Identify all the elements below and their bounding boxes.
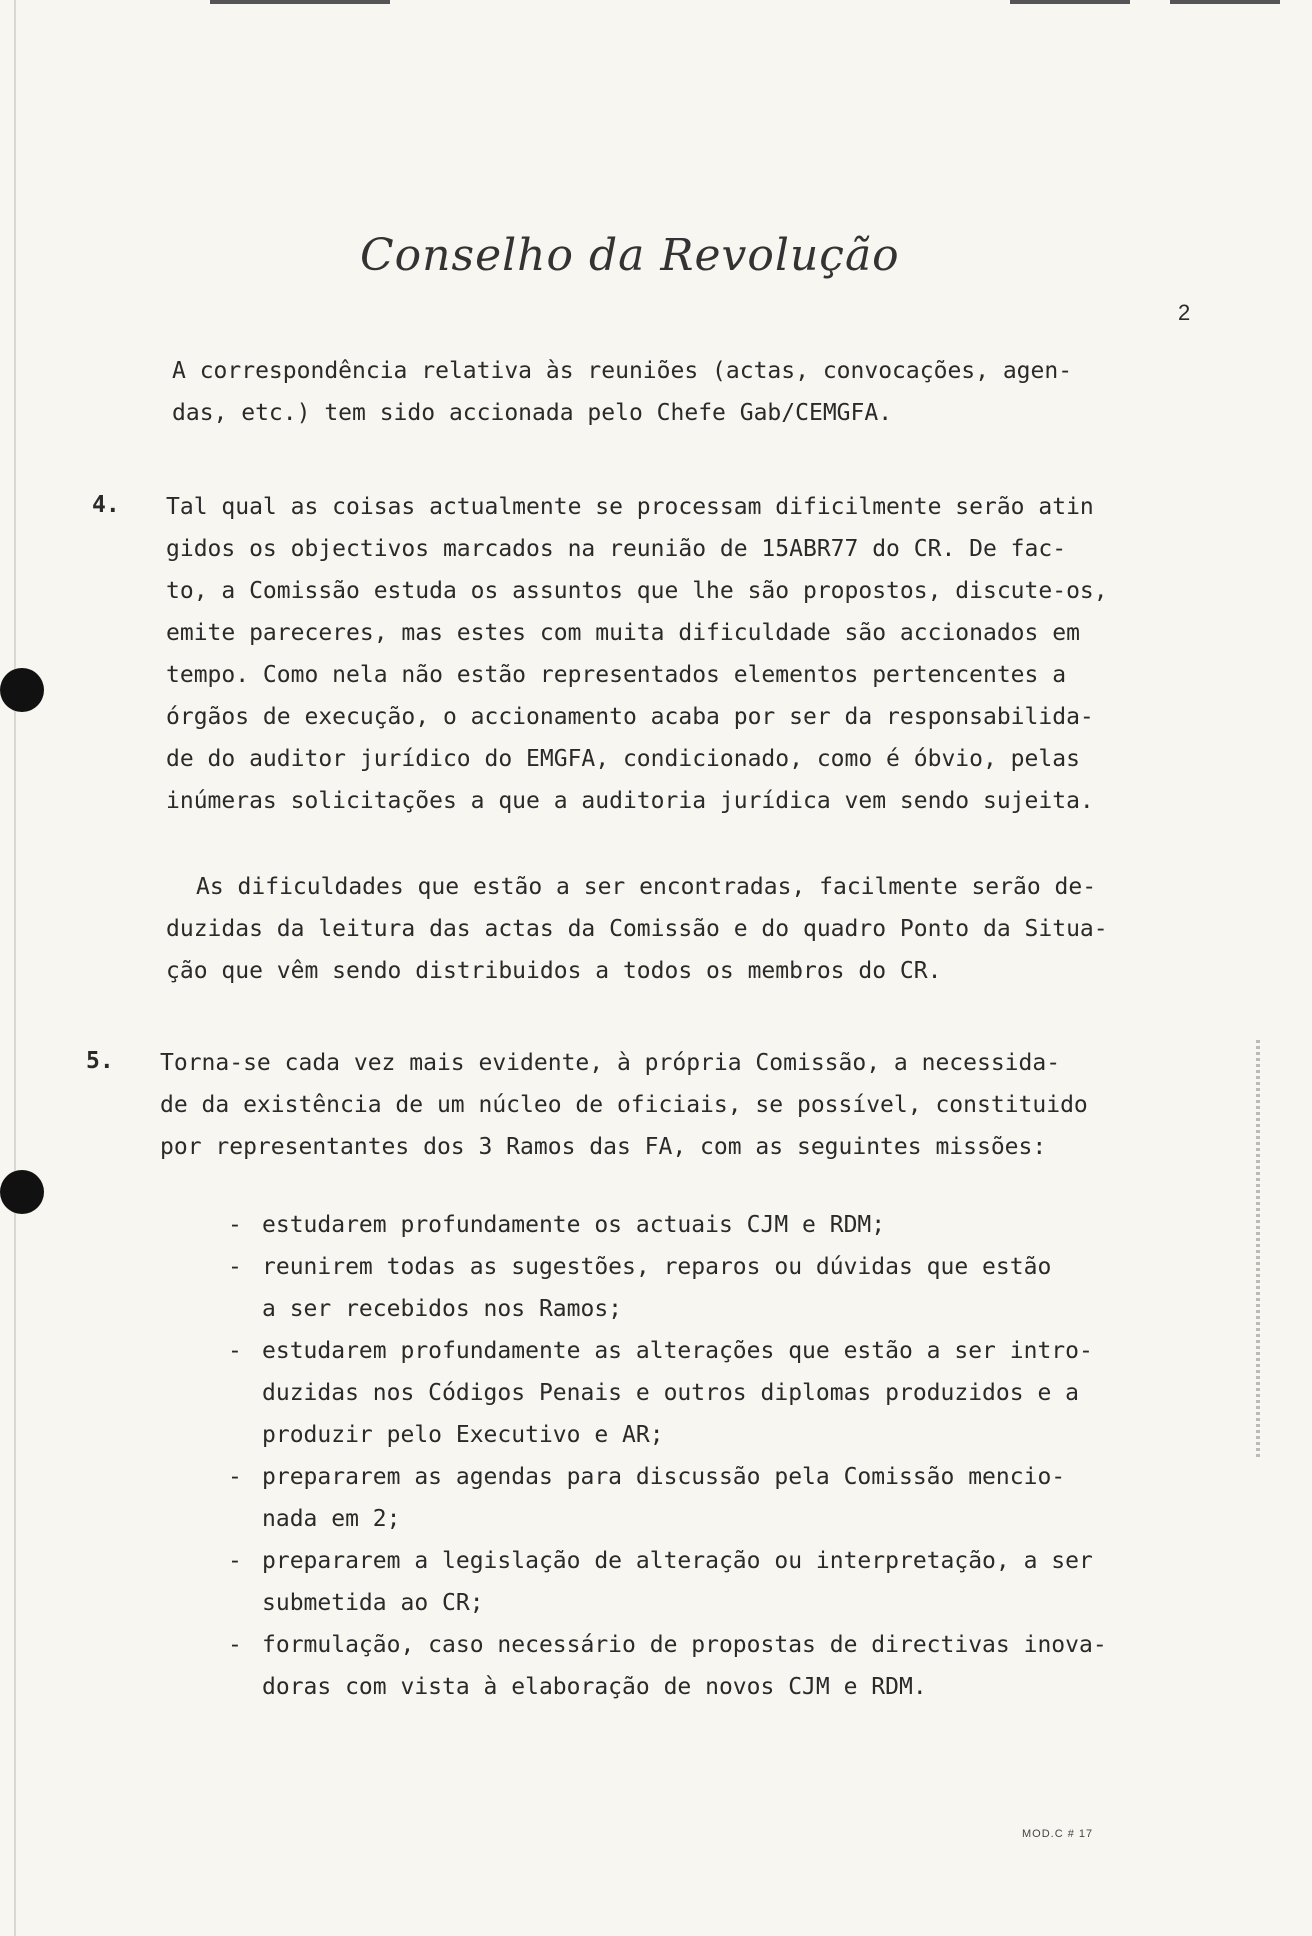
- bullet-dash: -: [228, 1632, 242, 1658]
- list-item: [228, 1204, 1107, 1246]
- text-line: ção que vêm sendo distribuidos a todos os membros do CR.: [166, 958, 942, 984]
- list-item: [228, 1540, 1107, 1624]
- text-line: submetida ao CR;: [262, 1590, 484, 1616]
- text-line: prepararem a legislação de alteração ou interpretação, a ser: [262, 1548, 1093, 1574]
- punch-hole: [0, 668, 44, 712]
- text-line: Tal qual as coisas actualmente se processam dificilmente serão atin: [166, 494, 1094, 520]
- page-number: 2: [1178, 300, 1191, 325]
- scan-artifact: [210, 0, 390, 4]
- text-line: Torna-se cada vez mais evidente, à própria Comissão, a necessida-: [160, 1050, 1061, 1076]
- text-line: tempo. Como nela não estão representados elementos pertencentes a: [166, 662, 1067, 688]
- scan-artifact: [1170, 0, 1280, 4]
- text-line: das, etc.) tem sido accionada pelo Chefe Gab/CEMGFA.: [172, 400, 893, 426]
- text-line: duzidas da leitura das actas da Comissão e do quadro Ponto da Situa-: [166, 916, 1108, 942]
- section-number: 5.: [86, 1048, 114, 1074]
- text-line: de do auditor jurídico do EMGFA, condicionado, como é óbvio, pelas: [166, 746, 1080, 772]
- text-line: A correspondência relativa às reuniões (actas, convocações, agen-: [172, 358, 1073, 384]
- section-number: 4.: [92, 492, 120, 518]
- text-line: de da existência de um núcleo de oficiais, se possível, constituido: [160, 1092, 1088, 1118]
- text-line: inúmeras solicitações a que a auditoria jurídica vem sendo sujeita.: [166, 788, 1094, 814]
- text-line: emite pareceres, mas estes com muita dificuldade são accionados em: [166, 620, 1080, 646]
- list-item: [228, 1456, 1107, 1540]
- text-line: por representantes dos 3 Ramos das FA, com as seguintes missões:: [160, 1134, 1047, 1160]
- text-line: doras com vista à elaboração de novos CJM e RDM.: [262, 1674, 927, 1700]
- list-item: [228, 1624, 1107, 1708]
- section-4-paragraph: [166, 486, 1108, 822]
- text-line: produzir pelo Executivo e AR;: [262, 1422, 664, 1448]
- bullet-dash: -: [228, 1212, 242, 1238]
- bullet-dash: -: [228, 1548, 242, 1574]
- text-line: órgãos de execução, o accionamento acaba por ser da responsabilida-: [166, 704, 1094, 730]
- text-line: a ser recebidos nos Ramos;: [262, 1296, 623, 1322]
- text-line: formulação, caso necessário de propostas de directivas inova-: [262, 1632, 1107, 1658]
- scan-artifact: [1010, 0, 1130, 4]
- letterhead-title: Conselho da Revolução: [360, 230, 900, 281]
- binding-marks: [1256, 1040, 1260, 1460]
- form-code: MOD.C # 17: [1022, 1828, 1094, 1840]
- text-line: nada em 2;: [262, 1506, 401, 1532]
- section-4-paragraph-2: [166, 866, 1108, 992]
- text-line: duzidas nos Códigos Penais e outros diplomas produzidos e a: [262, 1380, 1079, 1406]
- punch-hole: [0, 1170, 44, 1214]
- text-line: estudarem profundamente as alterações que estão a ser intro-: [262, 1338, 1093, 1364]
- text-line: prepararem as agendas para discussão pela Comissão mencio-: [262, 1464, 1066, 1490]
- list-item: [228, 1246, 1107, 1330]
- bullet-dash: -: [228, 1254, 242, 1280]
- missions-list: [228, 1204, 1107, 1708]
- intro-paragraph: [172, 350, 1072, 434]
- bullet-dash: -: [228, 1338, 242, 1364]
- list-item: [228, 1330, 1107, 1456]
- page-edge: [14, 0, 16, 1936]
- text-line: gidos os objectivos marcados na reunião de 15ABR77 do CR. De fac-: [166, 536, 1067, 562]
- text-line: to, a Comissão estuda os assuntos que lhe são propostos, discute-os,: [166, 578, 1108, 604]
- text-line: estudarem profundamente os actuais CJM e RDM;: [262, 1212, 886, 1238]
- text-line: As dificuldades que estão a ser encontradas, facilmente serão de-: [196, 874, 1097, 900]
- bullet-dash: -: [228, 1464, 242, 1490]
- section-5-paragraph: [160, 1042, 1088, 1168]
- text-line: reunirem todas as sugestões, reparos ou dúvidas que estão: [262, 1254, 1052, 1280]
